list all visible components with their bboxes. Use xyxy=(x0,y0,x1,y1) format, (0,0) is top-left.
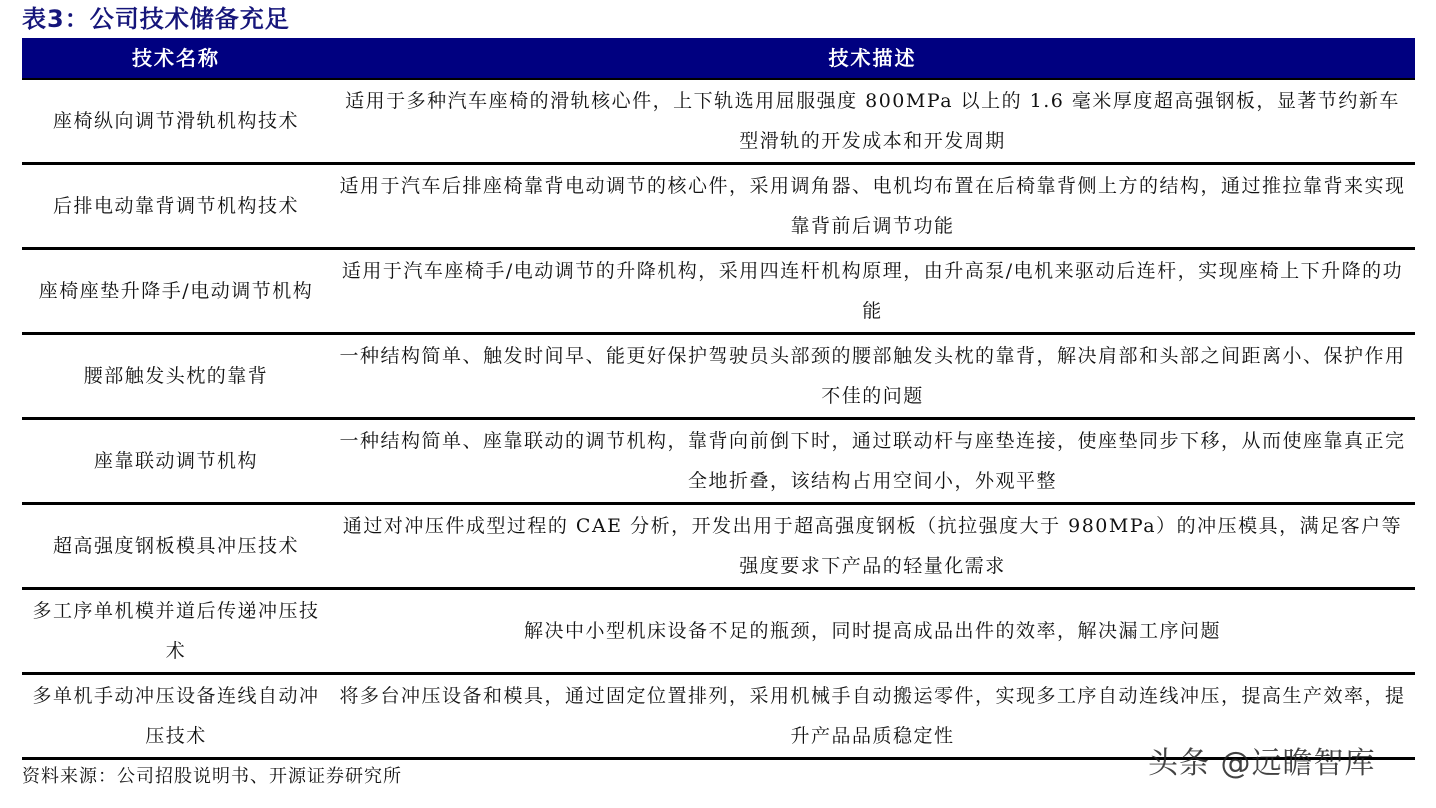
table-header xyxy=(22,38,1415,80)
table-row xyxy=(22,80,1415,165)
tech-name-cell xyxy=(22,165,330,247)
tech-name: 座椅座垫升降手/电动调节机构 xyxy=(38,280,314,302)
table-row xyxy=(22,250,1415,335)
tech-name: 座靠联动调节机构 xyxy=(93,450,258,472)
watermark: 头条 @远瞻智库 xyxy=(1148,746,1376,781)
tech-reserve-table xyxy=(22,38,1415,760)
tech-description-cell xyxy=(330,420,1415,502)
tech-description: 适用于汽车座椅手/电动调节的升降机构，采用四连杆机构原理，由升高泵/电机来驱动后连杆，实现座椅上下升降的功能 xyxy=(341,260,1404,322)
tech-description-cell xyxy=(330,250,1415,332)
table-row xyxy=(22,335,1415,420)
tech-description: 适用于多种汽车座椅的滑轨核心件，上下轨选用屈服强度 800MPa 以上的 1.6 毫米厚度超高强钢板，显著节约新车型滑轨的开发成本和开发周期 xyxy=(345,90,1400,152)
source-note: 资料来源：公司招股说明书、开源证券研究所 xyxy=(22,766,402,787)
tech-description: 解决中小型机床设备不足的瓶颈，同时提高成品出件的效率，解决漏工序问题 xyxy=(523,620,1221,642)
table-title: 表3：公司技术储备充足 xyxy=(22,5,290,33)
tech-description-cell xyxy=(330,80,1415,162)
tech-name-cell xyxy=(22,335,330,417)
table-row xyxy=(22,505,1415,590)
tech-name-cell xyxy=(22,420,330,502)
tech-name: 多单机手动冲压设备连线自动冲压技术 xyxy=(32,685,320,747)
tech-description: 一种结构简单、座靠联动的调节机构，靠背向前倒下时，通过联动杆与座垫连接，使座垫同步下移，从而使座靠真正完全地折叠，该结构占用空间小，外观平整 xyxy=(339,430,1406,492)
tech-description: 将多台冲压设备和模具，通过固定位置排列，采用机械手自动搬运零件，实现多工序自动连线冲压，提高生产效率，提升产品品质稳定性 xyxy=(339,685,1406,747)
header-tech-description: 技术描述 xyxy=(828,46,917,70)
table-row xyxy=(22,590,1415,675)
tech-name: 后排电动靠背调节机构技术 xyxy=(52,195,299,217)
tech-description-cell xyxy=(330,165,1415,247)
tech-name: 腰部触发头枕的靠背 xyxy=(83,365,269,387)
table-row xyxy=(22,420,1415,505)
tech-description: 通过对冲压件成型过程的 CAE 分析，开发出用于超高强度钢板（抗拉强度大于 980MPa）的冲压模具，满足客户等强度要求下产品的轻量化需求 xyxy=(342,515,1403,577)
tech-description-cell xyxy=(330,505,1415,587)
tech-name: 座椅纵向调节滑轨机构技术 xyxy=(52,110,299,132)
tech-name-cell xyxy=(22,250,330,332)
tech-name-cell xyxy=(22,80,330,162)
tech-description: 适用于汽车后排座椅靠背电动调节的核心件，采用调角器、电机均布置在后椅靠背侧上方的结构，通过推拉靠背来实现靠背前后调节功能 xyxy=(339,175,1406,237)
table-row xyxy=(22,165,1415,250)
tech-name: 多工序单机模并道后传递冲压技术 xyxy=(32,600,320,662)
tech-description-cell xyxy=(330,335,1415,417)
header-tech-name: 技术名称 xyxy=(132,46,220,70)
tech-name-cell xyxy=(22,505,330,587)
tech-name-cell xyxy=(22,590,330,672)
tech-name-cell xyxy=(22,675,330,757)
tech-name: 超高强度钢板模具冲压技术 xyxy=(52,535,299,557)
tech-description: 一种结构简单、触发时间早、能更好保护驾驶员头部颈的腰部触发头枕的靠背，解决肩部和头部之间距离小、保护作用不佳的问题 xyxy=(339,345,1406,407)
tech-description-cell xyxy=(330,590,1415,672)
